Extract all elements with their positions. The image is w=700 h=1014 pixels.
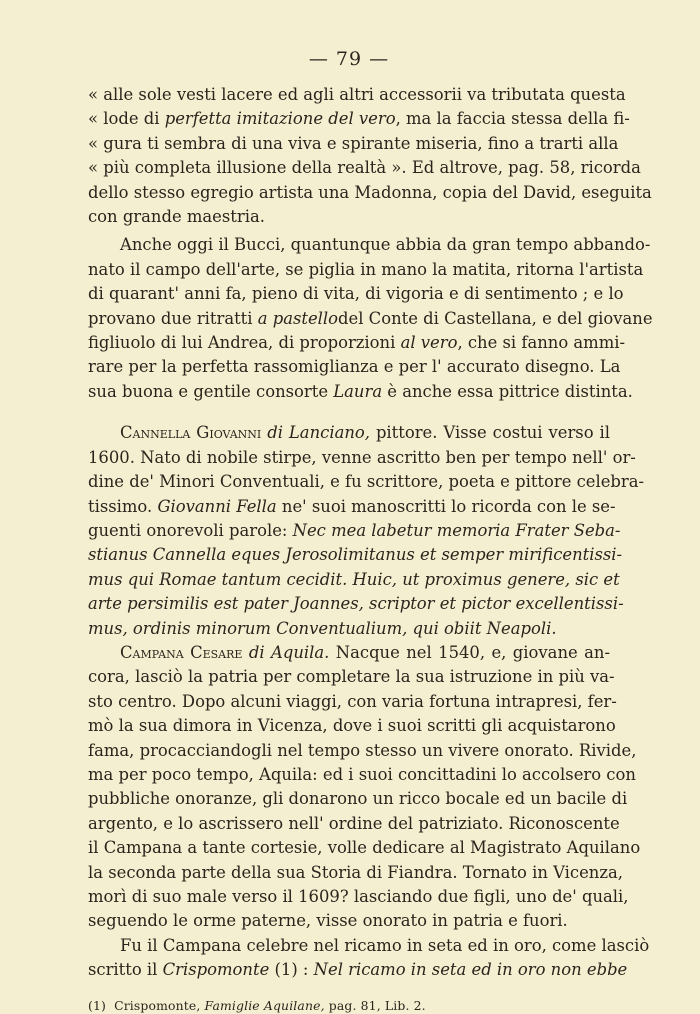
- entry-campana-line-10: la seconda parte della sua Storia di Fiandra. Tornato in Vicenza,: [88, 862, 623, 882]
- entry-cannella-line-9: mus, ordinis minorum Conventualium, qui obiit Neapoli.: [88, 618, 557, 638]
- entry-campana-line-11: morì di suo male verso il 1609? lasciando due figli, uno de' quali,: [88, 887, 629, 906]
- entry-campana-line-7: pubbliche onoranze, gli donarono un ricco bocale ed un bacile di: [88, 789, 628, 809]
- entry-campana-line-6: ma per poco tempo, Aquila: ed i suoi concittadini lo accolsero con: [88, 764, 636, 784]
- document-page: [88, 48, 653, 1014]
- entry-campana-line-4: mò la sua dimora in Vicenza, dove i suoi scritti gli acquistarono: [88, 716, 616, 736]
- entry-cannella-line-1: Cannella Giovanni di Lanciano, pittore. Visse costui verso il: [120, 423, 611, 443]
- paragraph-ricamo-line-1: Fu il Campana celebre nel ricamo in seta ed in oro, come lasciò: [120, 935, 650, 955]
- footnote-author: Crispomonte,: [114, 997, 201, 1013]
- paragraph-1-line-2: « lode di perfetta imitazione del vero, ma la faccia stessa della fi-: [88, 109, 630, 129]
- paragraph-1-line-4: « più completa illusione della realtà ». Ed altrove, pag. 58, ricorda: [88, 158, 641, 178]
- entry-heading: Cannella Giovanni: [120, 423, 262, 443]
- entry-cannella-line-8: arte persimilis est pater Joannes, scriptor et pictor excellentissi-: [88, 594, 624, 614]
- footnote: [88, 997, 610, 1014]
- section-spacer: [88, 404, 610, 421]
- entry-campana-line-8: argento, e lo ascrissero nell' ordine del patriziato. Riconoscente: [88, 813, 620, 833]
- entry-cannella-line-7: mus qui Romae tantum cecidit. Huic, ut proximus genere, sic et: [88, 569, 620, 589]
- entry-cannella: [88, 421, 645, 641]
- paragraph-2-line-7: sua buona e gentile consorte Laura è anche essa pittrice distinta.: [88, 381, 633, 401]
- entry-campana-line-2: cora, lasciò la patria per completare la sua istruzione in più va-: [88, 667, 615, 687]
- paragraph-1-line-3: « gura ti sembra di una viva e spirante miseria, fino a trarti alla: [88, 133, 619, 153]
- paragraph-2-line-4: provano due ritratti a pastellodel Conte di Castellana, e del giovane: [88, 308, 653, 328]
- paragraph-1: [88, 83, 652, 229]
- footnote-reference: pag. 81, Lib. 2.: [328, 997, 426, 1013]
- footnote-title: Famiglie Aquilane,: [204, 997, 325, 1013]
- paragraph-1-line-5: dello stesso egregio artista una Madonna, copia del David, eseguita: [88, 182, 652, 202]
- paragraph-2-line-1: Anche oggi il Bucci, quantunque abbia da gran tempo abbando-: [120, 235, 651, 255]
- entry-cannella-line-5: guenti onorevoli parole: Nec mea labetur memoria Frater Seba-: [88, 520, 621, 540]
- entry-cannella-line-4: tissimo. Giovanni Fella ne' suoi manoscritti lo ricorda con le se-: [88, 496, 616, 516]
- entry-campana-line-12: seguendo le orme paterne, visse onorato in patria e fuori.: [88, 911, 568, 931]
- footnote-marker: (1): [88, 997, 107, 1013]
- entry-campana-line-5: fama, procacciandogli nel tempo stesso un vivere onorato. Rivide,: [88, 740, 637, 760]
- entry-campana-line-1: Campana Cesare di Aquila. Nacque nel 1540, e, giovane an-: [120, 642, 610, 662]
- entry-campana: [88, 641, 641, 934]
- entry-campana-line-9: il Campana a tante cortesie, volle dedicare al Magistrato Aquilano: [88, 838, 641, 858]
- entry-cannella-line-3: dine de' Minori Conventuali, e fu scrittore, poeta e pittore celebra-: [88, 472, 645, 492]
- entry-campana-line-3: sto centro. Dopo alcuni viaggi, con varia fortuna intrapresi, fer-: [88, 691, 617, 711]
- paragraph-ricamo: [88, 934, 650, 983]
- paragraph-2-line-5: figliuolo di lui Andrea, di proporzioni al vero, che si fanno ammi-: [88, 333, 626, 353]
- paragraph-2-line-2: nato il campo dell'arte, se piglia in mano la matita, ritorna l'artista: [88, 259, 644, 279]
- paragraph-2-line-3: di quarant' anni fa, pieno di vita, di vigoria e di sentimento ; e lo: [88, 284, 624, 304]
- paragraph-2: [88, 233, 653, 404]
- paragraph-2-line-6: rare per la perfetta rassomiglianza e per l' accurato disegno. La: [88, 357, 621, 377]
- entry-heading: Campana Cesare: [120, 642, 243, 662]
- paragraph-1-line-6: con grande maestria.: [88, 207, 265, 227]
- page-number: — 79 —: [308, 48, 390, 70]
- paragraph-ricamo-line-2: scritto il Crispomonte (1) : Nel ricamo in seta ed in oro non ebbe: [88, 960, 628, 980]
- paragraph-1-line-1: « alle sole vesti lacere ed agli altri accessorii va tributata questa: [88, 85, 626, 104]
- entry-cannella-line-2: 1600. Nato di nobile stirpe, venne ascritto ben per tempo nell' or-: [88, 447, 636, 467]
- entry-cannella-line-6: stianus Cannella eques Jerosolimitanus et semper mirificentissi-: [88, 545, 623, 565]
